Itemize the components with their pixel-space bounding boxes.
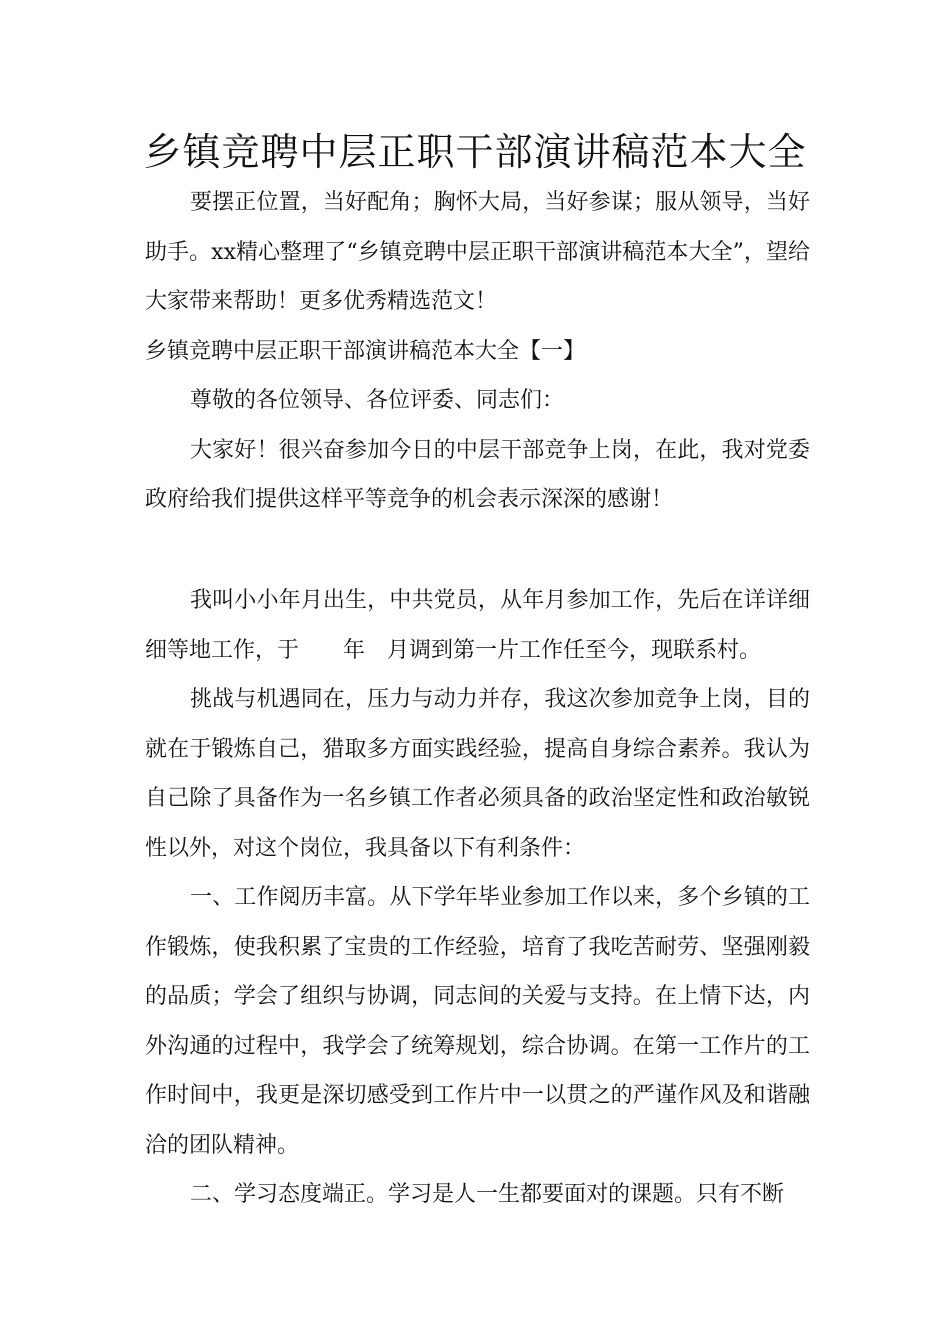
document-body-main (145, 576, 810, 1220)
section-heading: 乡镇竞聘中层正职干部演讲稿范本大全【一】 (145, 338, 586, 364)
point-two-paragraph: 二、学习态度端正。学习是人一生都要面对的课题。只有不断 (190, 1182, 785, 1207)
self-intro-paragraph: 我叫小小年月出生，中共党员，从年月参加工作，先后在详详细细等地工作，于 年 月调到第一片工作任至今，现联系村。 (145, 588, 810, 663)
point-one-paragraph: 一、工作阅历丰富。从下学年毕业参加工作以来，多个乡镇的工作锻炼，使我积累了宝贵的工作经验，培育了我吃苦耐劳、坚强刚毅的品质；学会了组织与协调，同志间的关爱与支持。在上情下达，内外沟通的过程中，我学会了统筹规划，综合协调。在第一工作片的工作时间中，我更是深切感受到工作片中一以贯之的严谨作风及和谐融洽的团队精神。 (145, 885, 810, 1158)
document-title: 乡镇竞聘中层正职干部演讲稿范本大全 (143, 130, 807, 174)
salutation-paragraph: 尊敬的各位领导、各位评委、同志们： (190, 388, 565, 413)
intro-paragraph: 要摆正位置，当好配角；胸怀大局，当好参谋；服从领导，当好助手。xx精心整理了“乡镇竞聘中层正职干部演讲稿范本大全”，望给大家带来帮助！更多优秀精选范文！ (145, 190, 810, 314)
motivation-paragraph: 挑战与机遇同在，压力与动力并存，我这次参加竞争上岗，目的就在于锻炼自己，猎取多方面实践经验，提高自身综合素养。我认为自己除了具备作为一名乡镇工作者必须具备的政治坚定性和政治敏锐性以外，对这个岗位，我具备以下有利条件： (145, 687, 810, 861)
document-body-top (145, 178, 810, 525)
greeting-paragraph: 大家好！很兴奋参加今日的中层干部竞争上岗，在此，我对党委政府给我们提供这样平等竞争的机会表示深深的感谢！ (145, 437, 810, 512)
